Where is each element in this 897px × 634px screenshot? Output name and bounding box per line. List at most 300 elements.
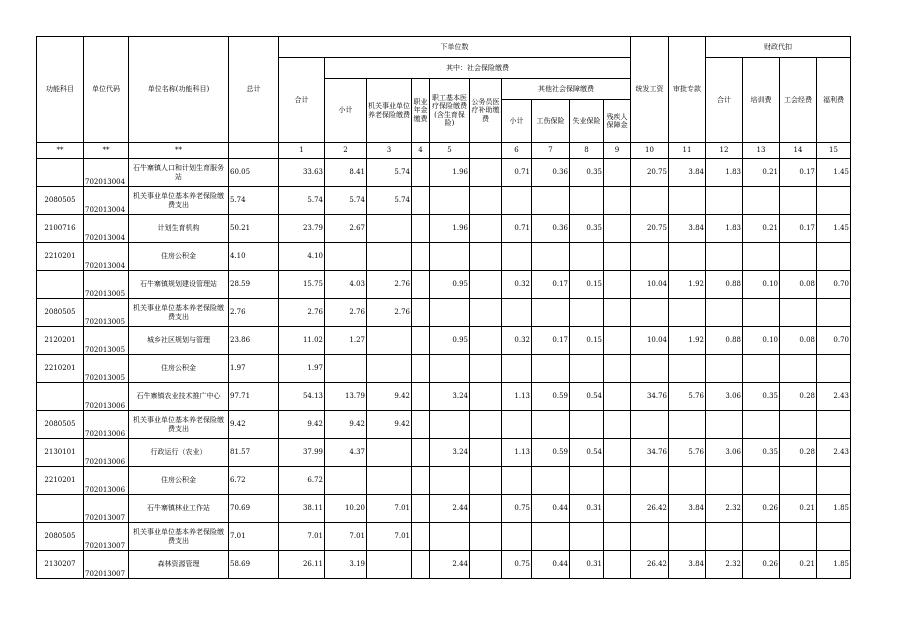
value-cell bbox=[532, 411, 570, 439]
column-index-cell: 14 bbox=[780, 143, 817, 159]
medical-header: 职工基本医疗保险缴费(含生育保险) bbox=[430, 79, 470, 143]
value-cell bbox=[604, 243, 631, 271]
table-row bbox=[37, 383, 851, 411]
value-cell: 38.11 bbox=[279, 495, 325, 523]
value-cell bbox=[470, 523, 502, 551]
training-header: 培训费 bbox=[743, 58, 780, 143]
value-cell: 0.36 bbox=[532, 215, 570, 243]
value-cell bbox=[817, 467, 851, 495]
value-cell bbox=[631, 523, 669, 551]
value-cell: 0.35 bbox=[570, 159, 604, 187]
value-cell bbox=[325, 355, 367, 383]
value-cell: 0.95 bbox=[430, 327, 470, 355]
column-index-cell: ** bbox=[129, 143, 229, 159]
value-cell bbox=[470, 495, 502, 523]
value-cell: 1.13 bbox=[502, 439, 532, 467]
value-cell: 0.28 bbox=[780, 439, 817, 467]
value-cell: 7.01 bbox=[325, 523, 367, 551]
total-cell: 6.72 bbox=[229, 467, 279, 495]
unit-code-cell: 702013005 bbox=[84, 299, 129, 327]
value-cell bbox=[780, 187, 817, 215]
value-cell: 0.35 bbox=[743, 439, 780, 467]
value-cell bbox=[470, 271, 502, 299]
value-cell: 4.10 bbox=[279, 243, 325, 271]
total-cell: 28.59 bbox=[229, 271, 279, 299]
unit-code-cell: 702013006 bbox=[84, 411, 129, 439]
occupational-annuity-header: 职业年金缴费 bbox=[412, 79, 430, 143]
value-cell: 0.17 bbox=[532, 271, 570, 299]
value-cell bbox=[604, 551, 631, 579]
unit-code-cell: 702013004 bbox=[84, 187, 129, 215]
budget-table bbox=[36, 36, 851, 579]
value-cell: 1.83 bbox=[706, 215, 743, 243]
value-cell bbox=[706, 243, 743, 271]
value-cell bbox=[669, 187, 706, 215]
value-cell bbox=[604, 187, 631, 215]
value-cell bbox=[817, 355, 851, 383]
value-cell: 0.31 bbox=[570, 551, 604, 579]
value-cell bbox=[412, 355, 430, 383]
value-cell bbox=[743, 355, 780, 383]
total-cell: 60.05 bbox=[229, 159, 279, 187]
value-cell bbox=[470, 215, 502, 243]
value-cell bbox=[412, 271, 430, 299]
value-cell: 0.31 bbox=[570, 495, 604, 523]
value-cell bbox=[532, 523, 570, 551]
value-cell: 7.01 bbox=[367, 523, 412, 551]
value-cell bbox=[412, 467, 430, 495]
unit-name-cell: 行政运行（农业） bbox=[129, 439, 229, 467]
value-cell: 26.42 bbox=[631, 495, 669, 523]
value-cell: 0.88 bbox=[706, 271, 743, 299]
value-cell: 0.26 bbox=[743, 551, 780, 579]
value-cell: 2.76 bbox=[279, 299, 325, 327]
func-subject-cell: 2080505 bbox=[37, 187, 84, 215]
value-cell: 9.42 bbox=[367, 411, 412, 439]
value-cell bbox=[470, 355, 502, 383]
value-cell bbox=[325, 467, 367, 495]
value-cell bbox=[502, 243, 532, 271]
value-cell bbox=[367, 215, 412, 243]
value-cell: 0.32 bbox=[502, 327, 532, 355]
value-cell: 0.70 bbox=[817, 327, 851, 355]
unit-code-cell: 702013006 bbox=[84, 383, 129, 411]
value-cell: 33.63 bbox=[279, 159, 325, 187]
value-cell: 13.79 bbox=[325, 383, 367, 411]
total-cell: 58.69 bbox=[229, 551, 279, 579]
value-cell bbox=[669, 523, 706, 551]
value-cell: 0.21 bbox=[743, 159, 780, 187]
func-subject-cell bbox=[37, 495, 84, 523]
value-cell bbox=[412, 299, 430, 327]
value-cell: 1.45 bbox=[817, 215, 851, 243]
value-cell bbox=[470, 159, 502, 187]
func-subject-cell bbox=[37, 159, 84, 187]
column-index-cell: 3 bbox=[367, 143, 412, 159]
value-cell bbox=[604, 467, 631, 495]
value-cell bbox=[532, 243, 570, 271]
total-cell: 2.76 bbox=[229, 299, 279, 327]
value-cell: 3.84 bbox=[669, 215, 706, 243]
value-cell: 0.71 bbox=[502, 159, 532, 187]
value-cell bbox=[780, 355, 817, 383]
value-cell bbox=[470, 327, 502, 355]
value-cell: 34.76 bbox=[631, 439, 669, 467]
column-index-cell: 9 bbox=[604, 143, 631, 159]
table-row bbox=[37, 551, 851, 579]
value-cell: 3.84 bbox=[669, 495, 706, 523]
unit-code-cell: 702013006 bbox=[84, 467, 129, 495]
value-cell bbox=[502, 467, 532, 495]
value-cell bbox=[470, 467, 502, 495]
value-cell: 9.42 bbox=[279, 411, 325, 439]
value-cell: 20.75 bbox=[631, 159, 669, 187]
total-cell: 50.21 bbox=[229, 215, 279, 243]
value-cell bbox=[502, 411, 532, 439]
value-cell bbox=[706, 299, 743, 327]
value-cell bbox=[430, 467, 470, 495]
unit-code-cell: 702013005 bbox=[84, 271, 129, 299]
value-cell bbox=[412, 159, 430, 187]
value-cell: 1.96 bbox=[430, 159, 470, 187]
column-index-cell: 10 bbox=[631, 143, 669, 159]
value-cell: 1.13 bbox=[502, 383, 532, 411]
value-cell bbox=[669, 355, 706, 383]
unit-code-cell: 702013007 bbox=[84, 523, 129, 551]
value-cell bbox=[570, 355, 604, 383]
value-cell: 0.95 bbox=[430, 271, 470, 299]
value-cell bbox=[780, 411, 817, 439]
unit-code-cell: 702013004 bbox=[84, 215, 129, 243]
value-cell bbox=[532, 355, 570, 383]
value-cell bbox=[743, 411, 780, 439]
value-cell bbox=[706, 523, 743, 551]
value-cell bbox=[706, 467, 743, 495]
unified-salary-header: 统发工资 bbox=[631, 37, 669, 143]
value-cell bbox=[367, 243, 412, 271]
value-cell: 9.42 bbox=[325, 411, 367, 439]
pension-header: 机关事业单位养老保险缴费 bbox=[367, 79, 412, 143]
value-cell: 0.10 bbox=[743, 327, 780, 355]
value-cell: 4.03 bbox=[325, 271, 367, 299]
value-cell bbox=[412, 439, 430, 467]
unit-name-cell: 石牛寨镇人口和计划生育服务站 bbox=[129, 159, 229, 187]
value-cell bbox=[817, 243, 851, 271]
value-cell bbox=[604, 299, 631, 327]
value-cell bbox=[631, 243, 669, 271]
value-cell bbox=[817, 411, 851, 439]
table-row bbox=[37, 187, 851, 215]
func-subject-cell: 2080505 bbox=[37, 411, 84, 439]
column-index-cell bbox=[229, 143, 279, 159]
unit-name-header: 单位名称(功能科目) bbox=[129, 37, 229, 143]
value-cell bbox=[367, 467, 412, 495]
unit-name-cell: 机关事业单位基本养老保险缴费支出 bbox=[129, 299, 229, 327]
value-cell: 2.43 bbox=[817, 439, 851, 467]
unemployment-header: 失业保险 bbox=[570, 100, 604, 143]
value-cell: 0.44 bbox=[532, 551, 570, 579]
value-cell bbox=[631, 355, 669, 383]
value-cell: 2.76 bbox=[325, 299, 367, 327]
value-cell bbox=[817, 299, 851, 327]
column-index-cell: 13 bbox=[743, 143, 780, 159]
value-cell: 0.71 bbox=[502, 215, 532, 243]
value-cell bbox=[604, 439, 631, 467]
unit-name-cell: 城乡社区规划与管理 bbox=[129, 327, 229, 355]
unit-name-cell: 石牛寨镇农业技术推广中心 bbox=[129, 383, 229, 411]
func-subject-cell: 2080505 bbox=[37, 299, 84, 327]
table-row bbox=[37, 299, 851, 327]
value-cell bbox=[412, 243, 430, 271]
value-cell bbox=[743, 299, 780, 327]
value-cell bbox=[412, 551, 430, 579]
value-cell bbox=[412, 383, 430, 411]
value-cell: 0.54 bbox=[570, 439, 604, 467]
value-cell: 0.36 bbox=[532, 159, 570, 187]
lower-unit-count-header: 下单位数 bbox=[279, 37, 631, 58]
value-cell bbox=[631, 467, 669, 495]
value-cell: 1.97 bbox=[279, 355, 325, 383]
value-cell: 3.24 bbox=[430, 383, 470, 411]
value-cell: 7.01 bbox=[367, 495, 412, 523]
work-injury-header: 工伤保险 bbox=[532, 100, 570, 143]
value-cell: 0.21 bbox=[743, 215, 780, 243]
column-index-cell: 7 bbox=[532, 143, 570, 159]
value-cell: 5.76 bbox=[669, 439, 706, 467]
value-cell: 0.21 bbox=[780, 495, 817, 523]
total-cell: 97.71 bbox=[229, 383, 279, 411]
value-cell bbox=[780, 299, 817, 327]
value-cell: 3.19 bbox=[325, 551, 367, 579]
table-row bbox=[37, 495, 851, 523]
value-cell: 0.32 bbox=[502, 271, 532, 299]
value-cell bbox=[430, 299, 470, 327]
value-cell: 2.32 bbox=[706, 495, 743, 523]
unit-code-cell: 702013007 bbox=[84, 495, 129, 523]
value-cell: 3.06 bbox=[706, 383, 743, 411]
value-cell: 0.59 bbox=[532, 383, 570, 411]
other-social-group-header: 其他社会保障缴费 bbox=[502, 79, 631, 100]
value-cell: 1.85 bbox=[817, 551, 851, 579]
value-cell: 0.75 bbox=[502, 495, 532, 523]
value-cell bbox=[367, 355, 412, 383]
subtotal-all-header: 合计 bbox=[279, 58, 325, 143]
value-cell: 9.42 bbox=[367, 383, 412, 411]
column-index-cell: 2 bbox=[325, 143, 367, 159]
column-index-cell: 8 bbox=[570, 143, 604, 159]
value-cell bbox=[532, 187, 570, 215]
total-cell: 23.86 bbox=[229, 327, 279, 355]
table-row bbox=[37, 159, 851, 187]
unit-name-cell: 住房公积金 bbox=[129, 467, 229, 495]
table-row bbox=[37, 327, 851, 355]
value-cell: 0.17 bbox=[780, 215, 817, 243]
value-cell: 0.44 bbox=[532, 495, 570, 523]
value-cell bbox=[669, 411, 706, 439]
value-cell bbox=[570, 243, 604, 271]
value-cell: 0.17 bbox=[780, 159, 817, 187]
value-cell bbox=[367, 327, 412, 355]
total-cell: 81.57 bbox=[229, 439, 279, 467]
value-cell: 15.75 bbox=[279, 271, 325, 299]
disabled-header: 残疾人保障金 bbox=[604, 100, 631, 143]
value-cell: 1.92 bbox=[669, 327, 706, 355]
value-cell: 23.79 bbox=[279, 215, 325, 243]
value-cell bbox=[502, 187, 532, 215]
value-cell: 26.42 bbox=[631, 551, 669, 579]
table-header bbox=[37, 37, 851, 159]
value-cell bbox=[367, 439, 412, 467]
value-cell bbox=[430, 355, 470, 383]
value-cell bbox=[604, 327, 631, 355]
value-cell: 3.84 bbox=[669, 551, 706, 579]
value-cell: 0.08 bbox=[780, 271, 817, 299]
value-cell bbox=[430, 187, 470, 215]
value-cell bbox=[604, 383, 631, 411]
unit-code-cell: 702013006 bbox=[84, 439, 129, 467]
value-cell: 10.04 bbox=[631, 271, 669, 299]
value-cell bbox=[817, 523, 851, 551]
value-cell: 1.27 bbox=[325, 327, 367, 355]
total-cell: 5.74 bbox=[229, 187, 279, 215]
value-cell bbox=[412, 411, 430, 439]
value-cell: 4.37 bbox=[325, 439, 367, 467]
value-cell bbox=[470, 299, 502, 327]
value-cell bbox=[743, 467, 780, 495]
total-header: 总计 bbox=[229, 37, 279, 143]
total-cell: 70.69 bbox=[229, 495, 279, 523]
value-cell: 3.84 bbox=[669, 159, 706, 187]
table-row bbox=[37, 243, 851, 271]
value-cell bbox=[604, 411, 631, 439]
func-subject-cell bbox=[37, 271, 84, 299]
value-cell: 37.99 bbox=[279, 439, 325, 467]
value-cell bbox=[604, 523, 631, 551]
fiscal-withholding-header: 财政代扣 bbox=[706, 37, 851, 58]
value-cell bbox=[532, 299, 570, 327]
social-security-group-header: 其中：社会保险缴费 bbox=[325, 58, 631, 79]
value-cell: 2.43 bbox=[817, 383, 851, 411]
column-index-cell: 5 bbox=[430, 143, 470, 159]
func-subject-cell: 2100716 bbox=[37, 215, 84, 243]
value-cell: 5.74 bbox=[367, 187, 412, 215]
unit-name-cell: 石牛寨镇规划建设管理站 bbox=[129, 271, 229, 299]
table-row bbox=[37, 523, 851, 551]
value-cell bbox=[631, 299, 669, 327]
welfare-header: 福利费 bbox=[817, 58, 851, 143]
unit-code-cell: 702013005 bbox=[84, 355, 129, 383]
fiscal-total-header: 合计 bbox=[706, 58, 743, 143]
value-cell bbox=[470, 439, 502, 467]
value-cell: 0.35 bbox=[743, 383, 780, 411]
value-cell: 10.04 bbox=[631, 327, 669, 355]
value-cell: 34.76 bbox=[631, 383, 669, 411]
small-total-header: 小计 bbox=[325, 79, 367, 143]
value-cell: 7.01 bbox=[279, 523, 325, 551]
value-cell bbox=[780, 467, 817, 495]
value-cell bbox=[631, 411, 669, 439]
table-row bbox=[37, 271, 851, 299]
value-cell bbox=[570, 411, 604, 439]
value-cell: 54.13 bbox=[279, 383, 325, 411]
unit-name-cell: 石牛寨镇林业工作站 bbox=[129, 495, 229, 523]
column-index-cell: 6 bbox=[502, 143, 532, 159]
func-subject-cell: 2130101 bbox=[37, 439, 84, 467]
value-cell bbox=[669, 243, 706, 271]
value-cell bbox=[604, 495, 631, 523]
value-cell: 3.06 bbox=[706, 439, 743, 467]
func-subject-cell: 2120201 bbox=[37, 327, 84, 355]
value-cell: 2.76 bbox=[367, 271, 412, 299]
column-index-cell bbox=[470, 143, 502, 159]
value-cell bbox=[367, 551, 412, 579]
table-row bbox=[37, 215, 851, 243]
func-subject-header: 功能科目 bbox=[37, 37, 84, 143]
value-cell: 2.76 bbox=[367, 299, 412, 327]
unit-code-cell: 702013004 bbox=[84, 243, 129, 271]
value-cell: 5.76 bbox=[669, 383, 706, 411]
total-cell: 4.10 bbox=[229, 243, 279, 271]
value-cell: 2.67 bbox=[325, 215, 367, 243]
value-cell bbox=[604, 159, 631, 187]
value-cell: 0.17 bbox=[532, 327, 570, 355]
table-row bbox=[37, 467, 851, 495]
value-cell: 1.85 bbox=[817, 495, 851, 523]
value-cell bbox=[817, 187, 851, 215]
total-cell: 1.97 bbox=[229, 355, 279, 383]
column-index-cell: 11 bbox=[669, 143, 706, 159]
value-cell bbox=[604, 271, 631, 299]
unit-name-cell: 森林资源管理 bbox=[129, 551, 229, 579]
column-index-cell: 12 bbox=[706, 143, 743, 159]
value-cell bbox=[470, 411, 502, 439]
value-cell bbox=[470, 187, 502, 215]
unit-code-header: 单位代码 bbox=[84, 37, 129, 143]
unit-name-cell: 机关事业单位基本养老保险缴费支出 bbox=[129, 411, 229, 439]
table-row bbox=[37, 439, 851, 467]
column-index-cell: ** bbox=[84, 143, 129, 159]
value-cell: 11.02 bbox=[279, 327, 325, 355]
value-cell bbox=[743, 187, 780, 215]
other-small-total-header: 小计 bbox=[502, 100, 532, 143]
value-cell bbox=[412, 495, 430, 523]
value-cell bbox=[502, 299, 532, 327]
value-cell: 2.32 bbox=[706, 551, 743, 579]
value-cell bbox=[669, 299, 706, 327]
value-cell bbox=[780, 523, 817, 551]
total-cell: 9.42 bbox=[229, 411, 279, 439]
value-cell: 8.41 bbox=[325, 159, 367, 187]
column-index-cell: 15 bbox=[817, 143, 851, 159]
value-cell: 2.44 bbox=[430, 551, 470, 579]
table-row bbox=[37, 411, 851, 439]
value-cell: 0.59 bbox=[532, 439, 570, 467]
value-cell: 0.08 bbox=[780, 327, 817, 355]
value-cell: 3.24 bbox=[430, 439, 470, 467]
value-cell bbox=[470, 243, 502, 271]
value-cell bbox=[502, 523, 532, 551]
func-subject-cell bbox=[37, 383, 84, 411]
value-cell bbox=[470, 383, 502, 411]
union-header: 工会经费 bbox=[780, 58, 817, 143]
value-cell: 6.72 bbox=[279, 467, 325, 495]
column-index-cell: 1 bbox=[279, 143, 325, 159]
value-cell bbox=[706, 411, 743, 439]
value-cell: 0.70 bbox=[817, 271, 851, 299]
value-cell: 1.96 bbox=[430, 215, 470, 243]
table-body bbox=[37, 159, 851, 579]
value-cell: 5.74 bbox=[367, 159, 412, 187]
